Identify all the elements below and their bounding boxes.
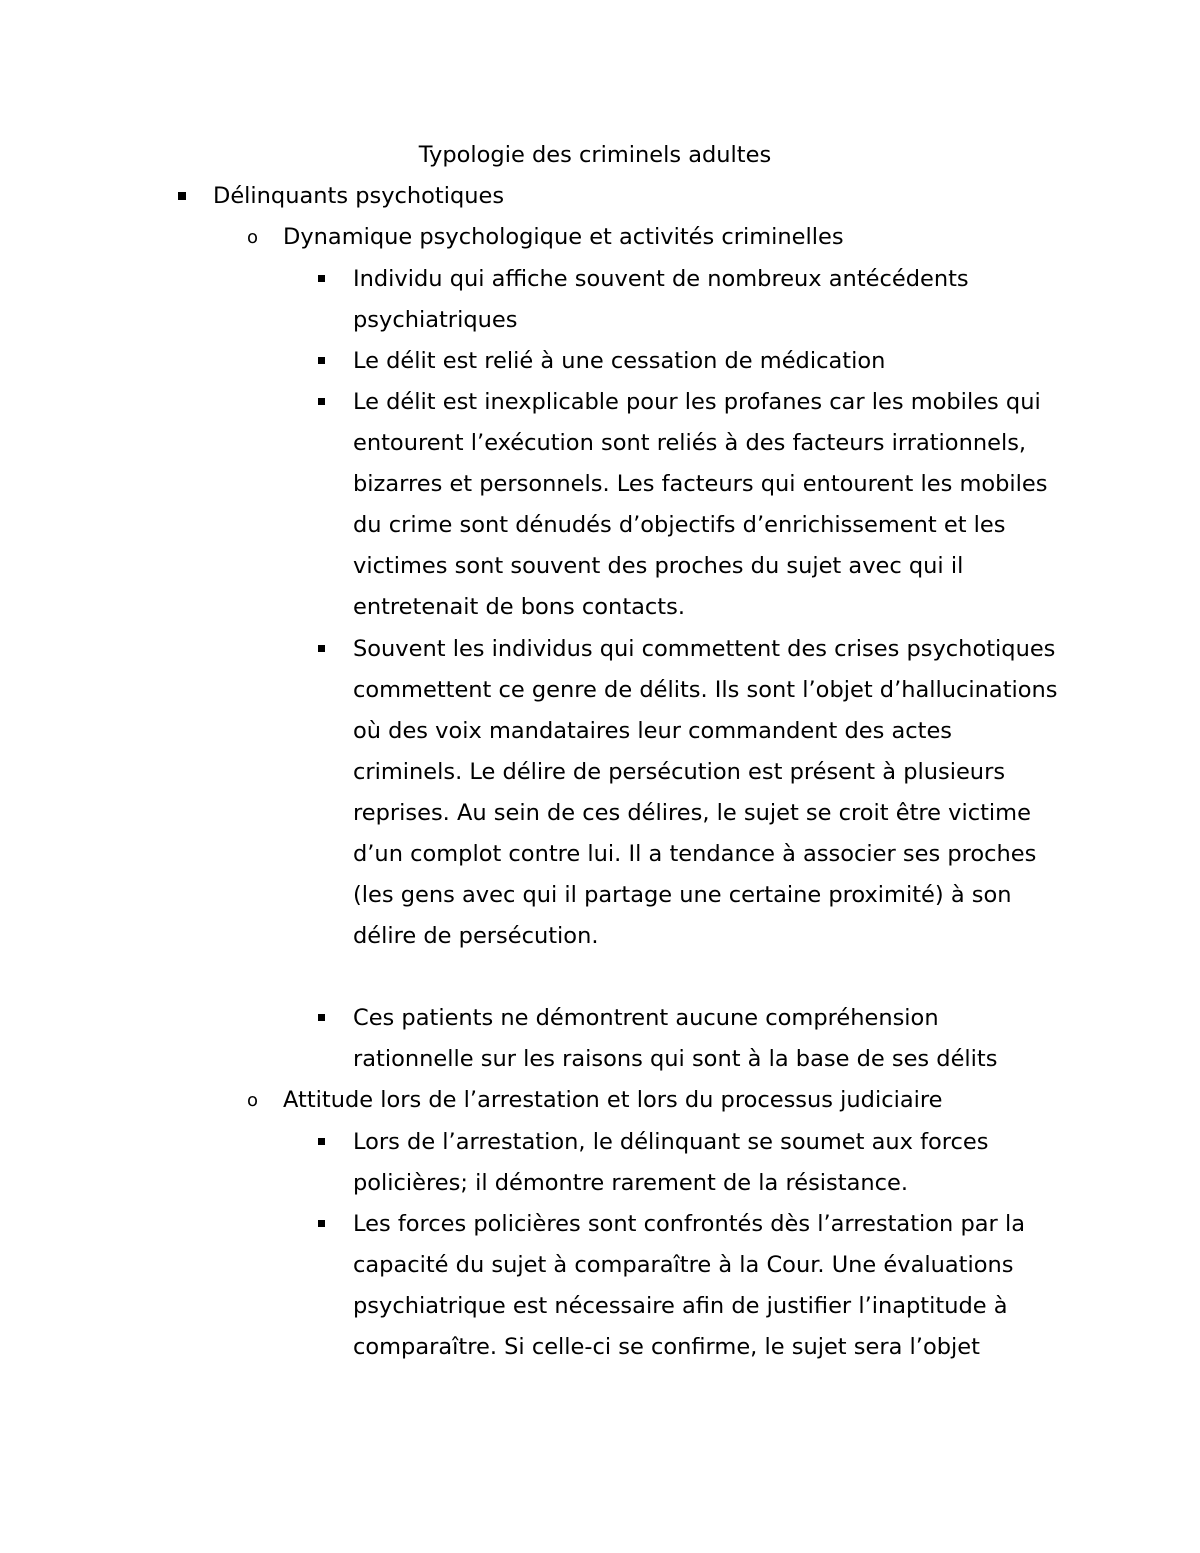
list-item: Individu qui affiche souvent de nombreux antécédents psychiatriques <box>353 266 969 333</box>
square-bullet-icon <box>178 192 186 200</box>
square-bullet-icon <box>318 1138 325 1145</box>
circle-o-bullet-icon: o <box>247 227 259 248</box>
square-bullet-icon <box>318 1220 325 1227</box>
list-item: Souvent les individus qui commettent des crises psychotiques commettent ce genre de délits. Ils sont l’objet d’hallucinations où des voix mandataires leur commandent des actes criminels. Le délire de persécution est présent à plusieurs reprises. Au sein de ces délires, le sujet se croit être victime d’un complot contre lui. Il a tendance à associer ses proches (les gens avec qui il partage une certaine proximité) à son délire de persécution. <box>353 636 1058 949</box>
list-item: Lors de l’arrestation, le délinquant se soumet aux forces policières; il démontre rarement de la résistance. <box>353 1129 989 1196</box>
list-item: Ces patients ne démontrent aucune compréhension rationnelle sur les raisons qui sont à la base de ses délits <box>353 1005 998 1072</box>
circle-o-bullet-icon: o <box>247 1090 259 1111</box>
square-bullet-icon <box>318 645 325 652</box>
square-bullet-icon <box>318 357 325 364</box>
subsection-heading: Dynamique psychologique et activités criminelles <box>283 224 844 250</box>
square-bullet-icon <box>318 275 325 282</box>
subsection-heading: Attitude lors de l’arrestation et lors du processus judiciaire <box>283 1087 943 1113</box>
list-item: Les forces policières sont confrontés dès l’arrestation par la capacité du sujet à comparaître à la Cour. Une évaluations psychiatrique est nécessaire afin de justifier l’inaptitude à comparaître. Si celle-ci se confirme, le sujet sera l’objet <box>353 1211 1025 1360</box>
square-bullet-icon <box>318 398 325 405</box>
list-item: Le délit est inexplicable pour les profanes car les mobiles qui entourent l’exécution sont reliés à des facteurs irrationnels, bizarres et personnels. Les facteurs qui entourent les mobiles du crime sont dénudés d’objectifs d’enrichissement et les victimes sont souvent des proches du sujet avec qui il entretenait de bons contacts. <box>353 389 1048 620</box>
document-title: Typologie des criminels adultes <box>418 142 772 168</box>
list-item: Le délit est relié à une cessation de médication <box>353 348 886 374</box>
square-bullet-icon <box>318 1014 325 1021</box>
section-heading: Délinquants psychotiques <box>213 183 505 209</box>
